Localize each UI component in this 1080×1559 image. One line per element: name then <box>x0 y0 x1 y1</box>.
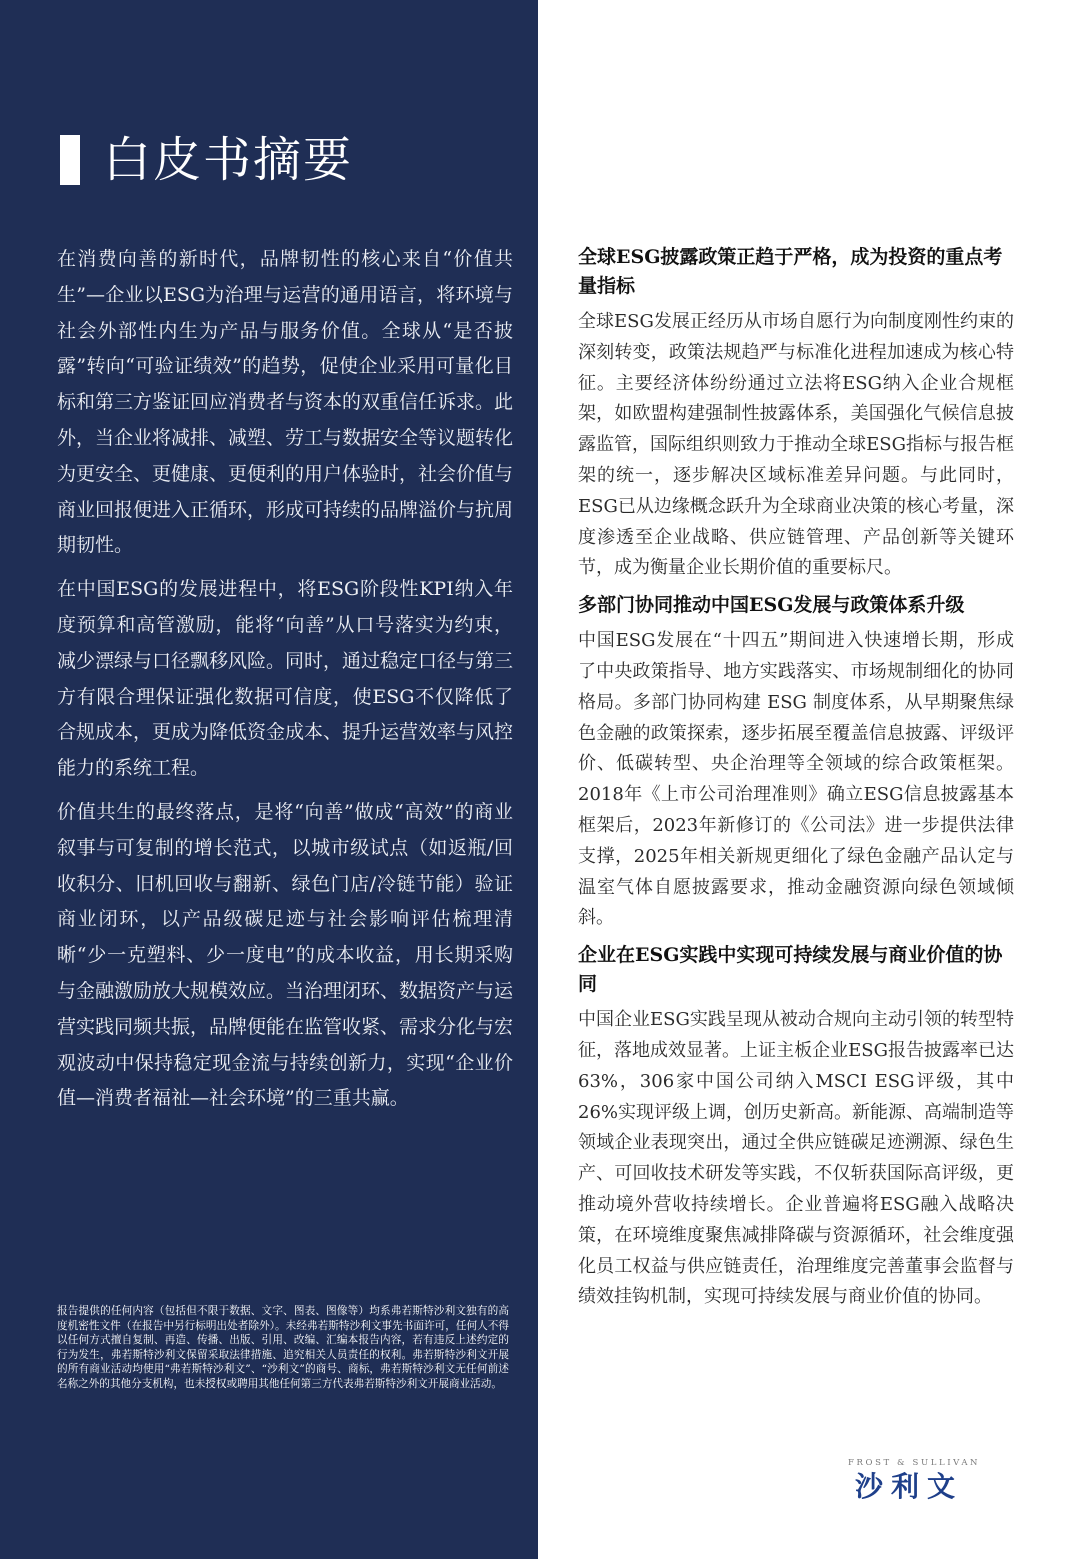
right-sections <box>578 243 1014 1320</box>
title-accent-bar <box>60 135 80 185</box>
logo-english-text: FROST & SULLIVAN <box>848 1458 981 1468</box>
page-title: 白皮书摘要 <box>103 132 354 188</box>
section-body-global-esg: 全球ESG发展正经历从市场自愿行为向制度刚性约束的深刻转变，政策法规趋严与标准化进程加速成为核心特征。主要经济体纷纷通过立法将ESG纳入企业合规框架，如欧盟构建强制性披露体系，美国强化气候信息披露监管，国际组织则致力于推动全球ESG指标与报告框架的统一，逐步解决区域标准差异问题。与此同时，ESG已从边缘概念跃升为全球商业决策的核心考量，深度渗透至企业战略、供应链管理、产品创新等关键环节，成为衡量企业长期价值的重要标尺。 <box>578 311 1014 579</box>
section-body-china-policy: 中国ESG发展在“十四五”期间进入快速增长期，形成了中央政策指导、地方实践落实、市场规制细化的协同格局。多部门协同构建 ESG 制度体系，从早期聚焦绿色金融的政策探索，逐步拓展至覆盖信息披露、评级评价、低碳转型、央企治理等全领域的综合政策框架。2018年《上市公司治理准则》确立ESG信息披露基本框架后，2023年新修订的《公司法》进一步提供法律支撑，2025年相关新规更细化了绿色金融产品认定与温室气体自愿披露要求，推动金融资源向绿色领域倾斜。 <box>578 630 1014 929</box>
summary-body <box>57 242 513 1125</box>
left-summary-panel <box>0 0 538 1559</box>
logo-chinese-text: 沙利文 <box>854 1470 963 1503</box>
summary-paragraph: 在中国ESG的发展进程中，将ESG阶段性KPI纳入年度预算和高管激励，能将“向善”从口号落实为约束，减少漂绿与口径飘移风险。同时，通过稳定口径与第三方有限合理保证强化数据可信度，使ESG不仅降低了合规成本，更成为降低资金成本、提升运营效率与风控能力的系统工程。 <box>57 578 514 780</box>
section-body-enterprise-practice: 中国企业ESG实践呈现从被动合规向主动引领的转型特征，落地成效显著。上证主板企业ESG报告披露率已达63%，306家中国公司纳入MSCI ESG评级，其中26%实现评级上调，创历史新高。新能源、高端制造等领域企业表现突出，通过全供应链碳足迹溯源、绿色生产、可回收技术研发等实践，不仅斩获国际高评级，更推动境外营收持续增长。企业普遍将ESG融入战略决策，在环境维度聚焦减排降碳与资源循环，社会维度强化员工权益与供应链责任，治理维度完善董事会监督与绩效挂钩机制，实现可持续发展与商业价值的协同。 <box>578 1009 1015 1308</box>
frost-sullivan-logo <box>848 1458 981 1504</box>
section-heading-enterprise-practice: 企业在ESG实践中实现可持续发展与商业价值的协同 <box>578 944 1003 996</box>
summary-paragraph: 价值共生的最终落点，是将“向善”做成“高效”的商业叙事与可复制的增长范式，以城市级试点（如返瓶/回收积分、旧机回收与翻新、绿色门店/冷链节能）验证商业闭环，以产品级碳足迹与社会影响评估梳理清晰“少一克塑料、少一度电”的成本收益，用长期采购与金融激励放大规模效应。当治理闭环、数据资产与运营实践同频共振，品牌便能在监管收紧、需求分化与宏观波动中保持稳定现金流与持续创新力，实现“企业价值—消费者福祉—社会环境”的三重共赢。 <box>57 800 514 1110</box>
section-heading-china-policy: 多部门协同推动中国ESG发展与政策体系升级 <box>578 594 965 617</box>
disclaimer-text: 报告提供的任何内容（包括但不限于数据、文字、图表、图像等）均系弗若斯特沙利文独有的高度机密性文件（在报告中另行标明出处者除外）。未经弗若斯特沙利文事先书面许可，任何人不得以任何方式擅自复制、再造、传播、出版、引用、改编、汇编本报告内容，若有违反上述约定的行为发生，弗若斯特沙利文保留采取法律措施、追究相关人员责任的权利。弗若斯特沙利文开展的所有商业活动均使用“弗若斯特沙利文”、“沙利文”的商号、商标，弗若斯特沙利文无任何前述名称之外的其他分支机构，也未授权或聘用其他任何第三方代表弗若斯特沙利文开展商业活动。 <box>57 1305 509 1390</box>
section-heading-global-esg: 全球ESG披露政策正趋于严格，成为投资的重点考量指标 <box>578 246 1003 297</box>
summary-paragraph: 在消费向善的新时代，品牌韧性的核心来自“价值共生”—企业以ESG为治理与运营的通用语言，将环境与社会外部性内生为产品与服务价值。全球从“是否披露”转向“可验证绩效”的趋势，促使企业采用可量化目标和第三方鉴证回应消费者与资本的双重信任诉求。此外，当企业将减排、减塑、劳工与数据安全等议题转化为更安全、更健康、更便利的用户体验时，社会价值与商业回报便进入正循环，形成可持续的品牌溢价与抗周期韧性。 <box>57 248 514 557</box>
